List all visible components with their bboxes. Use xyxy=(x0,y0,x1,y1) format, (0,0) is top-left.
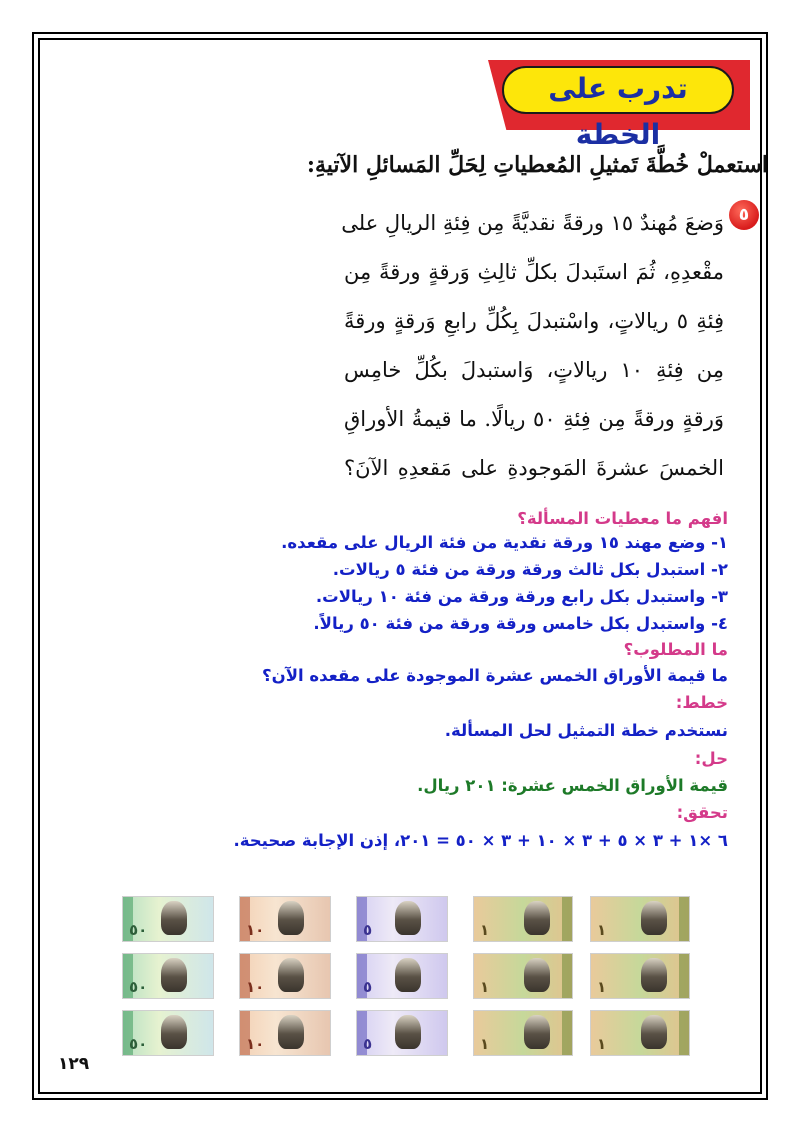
required-heading: ما المطلوب؟ xyxy=(623,640,728,659)
problem-line: وَرقةٍ ورقةً مِن فِئةِ ٥٠ ريالًا. ما قيمةُ الأوراقِ xyxy=(344,407,724,431)
banknote-1-riyal xyxy=(590,896,690,942)
banknote-portrait xyxy=(524,901,550,935)
given-item: ٣- واستبدل بكل رابع ورقة ورقة من فئة ١٠ ريالات. xyxy=(315,587,728,606)
banknote-portrait xyxy=(524,1015,550,1049)
banknote-value: ١ xyxy=(480,1035,490,1053)
banknote-portrait xyxy=(161,901,187,935)
banknote-5-riyal xyxy=(356,953,448,999)
required-text: ما قيمة الأوراق الخمس عشرة الموجودة على مقعده الآن؟ xyxy=(262,666,728,685)
banknote-value: ٥٠ xyxy=(129,978,148,996)
banknote-50-riyal xyxy=(122,1010,214,1056)
banknote-10-riyal xyxy=(239,896,331,942)
plan-heading: خطط: xyxy=(675,693,728,712)
banknote-value: ١ xyxy=(480,921,490,939)
problem-statement xyxy=(341,200,724,494)
given-item: ١- وضع مهند ١٥ ورقة نقدية من فئة الريال على مقعده. xyxy=(281,533,728,552)
page-number: ١٢٩ xyxy=(58,1054,90,1074)
problem-line: فِئةِ ٥ ريالاتٍ، واسْتبدلَ بِكُلِّ رابعِ وَرقةٍ ورقةً xyxy=(344,309,724,333)
banknote-portrait xyxy=(161,958,187,992)
banknote-band xyxy=(562,954,572,998)
banknote-5-riyal xyxy=(356,896,448,942)
banknote-portrait xyxy=(278,958,304,992)
banknote-portrait xyxy=(395,901,421,935)
solve-text: قيمة الأوراق الخمس عشرة: ٢٠١ ريال. xyxy=(417,776,728,795)
banknote-value: ٥ xyxy=(363,978,373,996)
banknote-band xyxy=(679,897,689,941)
banknote-1-riyal xyxy=(473,896,573,942)
banknote-band xyxy=(679,1011,689,1055)
banknote-portrait xyxy=(641,958,667,992)
banknote-band xyxy=(679,954,689,998)
given-item: ٢- استبدل بكل ثالث ورقة ورقة من فئة ٥ ريالات. xyxy=(332,560,728,579)
banknote-portrait xyxy=(278,901,304,935)
banknote-1-riyal xyxy=(473,1010,573,1056)
banknote-band xyxy=(562,897,572,941)
problem-line: مقْعدِهِ، ثُمَ استَبدلَ بكلِّ ثالِثِ وَرقةٍ ورقةً مِن xyxy=(344,260,724,284)
banknote-value: ١ xyxy=(597,921,607,939)
banknote-50-riyal xyxy=(122,896,214,942)
banknote-value: ١ xyxy=(480,978,490,996)
banknote-value: ١ xyxy=(597,1035,607,1053)
given-item: ٤- واستبدل بكل خامس ورقة ورقة من فئة ٥٠ ريالاً. xyxy=(313,614,728,633)
solve-heading: حل: xyxy=(694,749,728,768)
banknote-value: ٥٠ xyxy=(129,921,148,939)
plan-text: نستخدم خطة التمثيل لحل المسألة. xyxy=(444,721,728,740)
problem-line: الخمسَ عشرةَ المَوجودةِ على مَقعدِهِ الآنَ؟ xyxy=(344,456,724,480)
instructions-text: استعملْ خُطَّةَ تَمثيلِ المُعطياتِ لِحَلِّ المَسائلِ الآتيةِ: xyxy=(306,152,768,178)
banknote-value: ١٠ xyxy=(246,921,265,939)
banknote-value: ٥٠ xyxy=(129,1035,148,1053)
banknote-1-riyal xyxy=(590,953,690,999)
banknote-portrait xyxy=(278,1015,304,1049)
banknote-band xyxy=(562,1011,572,1055)
page-title: تدرب على الخطة xyxy=(548,72,688,151)
banknote-portrait xyxy=(395,1015,421,1049)
question-number-badge: ٥ xyxy=(729,200,759,230)
banknote-5-riyal xyxy=(356,1010,448,1056)
banknote-value: ٥ xyxy=(363,921,373,939)
banknote-1-riyal xyxy=(473,953,573,999)
banknote-value: ١ xyxy=(597,978,607,996)
banknote-value: ١٠ xyxy=(246,1035,265,1053)
banknote-value: ٥ xyxy=(363,1035,373,1053)
problem-line: مِن فِئةِ ١٠ ريالاتٍ، وَاستبدلَ بكُلِّ خامِس xyxy=(344,358,724,382)
banknote-10-riyal xyxy=(239,953,331,999)
banknote-10-riyal xyxy=(239,1010,331,1056)
check-heading: تحقق: xyxy=(676,803,728,822)
check-text: ٦ ×١ + ٣ × ٥ + ٣ × ١٠ + ٣ × ٥٠ = ٢٠١، إذن الإجابة صحيحة. xyxy=(233,831,728,850)
banknote-1-riyal xyxy=(590,1010,690,1056)
banknote-portrait xyxy=(524,958,550,992)
problem-line: وَضعَ مُهندٌ ١٥ ورقةً نقديَّةً مِن فِئةِ الريالِ على xyxy=(341,211,724,235)
understand-heading: افهم ما معطيات المسألة؟ xyxy=(517,509,728,528)
banknote-portrait xyxy=(161,1015,187,1049)
banknote-50-riyal xyxy=(122,953,214,999)
banknote-portrait xyxy=(395,958,421,992)
banknote-portrait xyxy=(641,1015,667,1049)
banknote-value: ١٠ xyxy=(246,978,265,996)
title-banner xyxy=(488,60,750,151)
banknote-portrait xyxy=(641,901,667,935)
